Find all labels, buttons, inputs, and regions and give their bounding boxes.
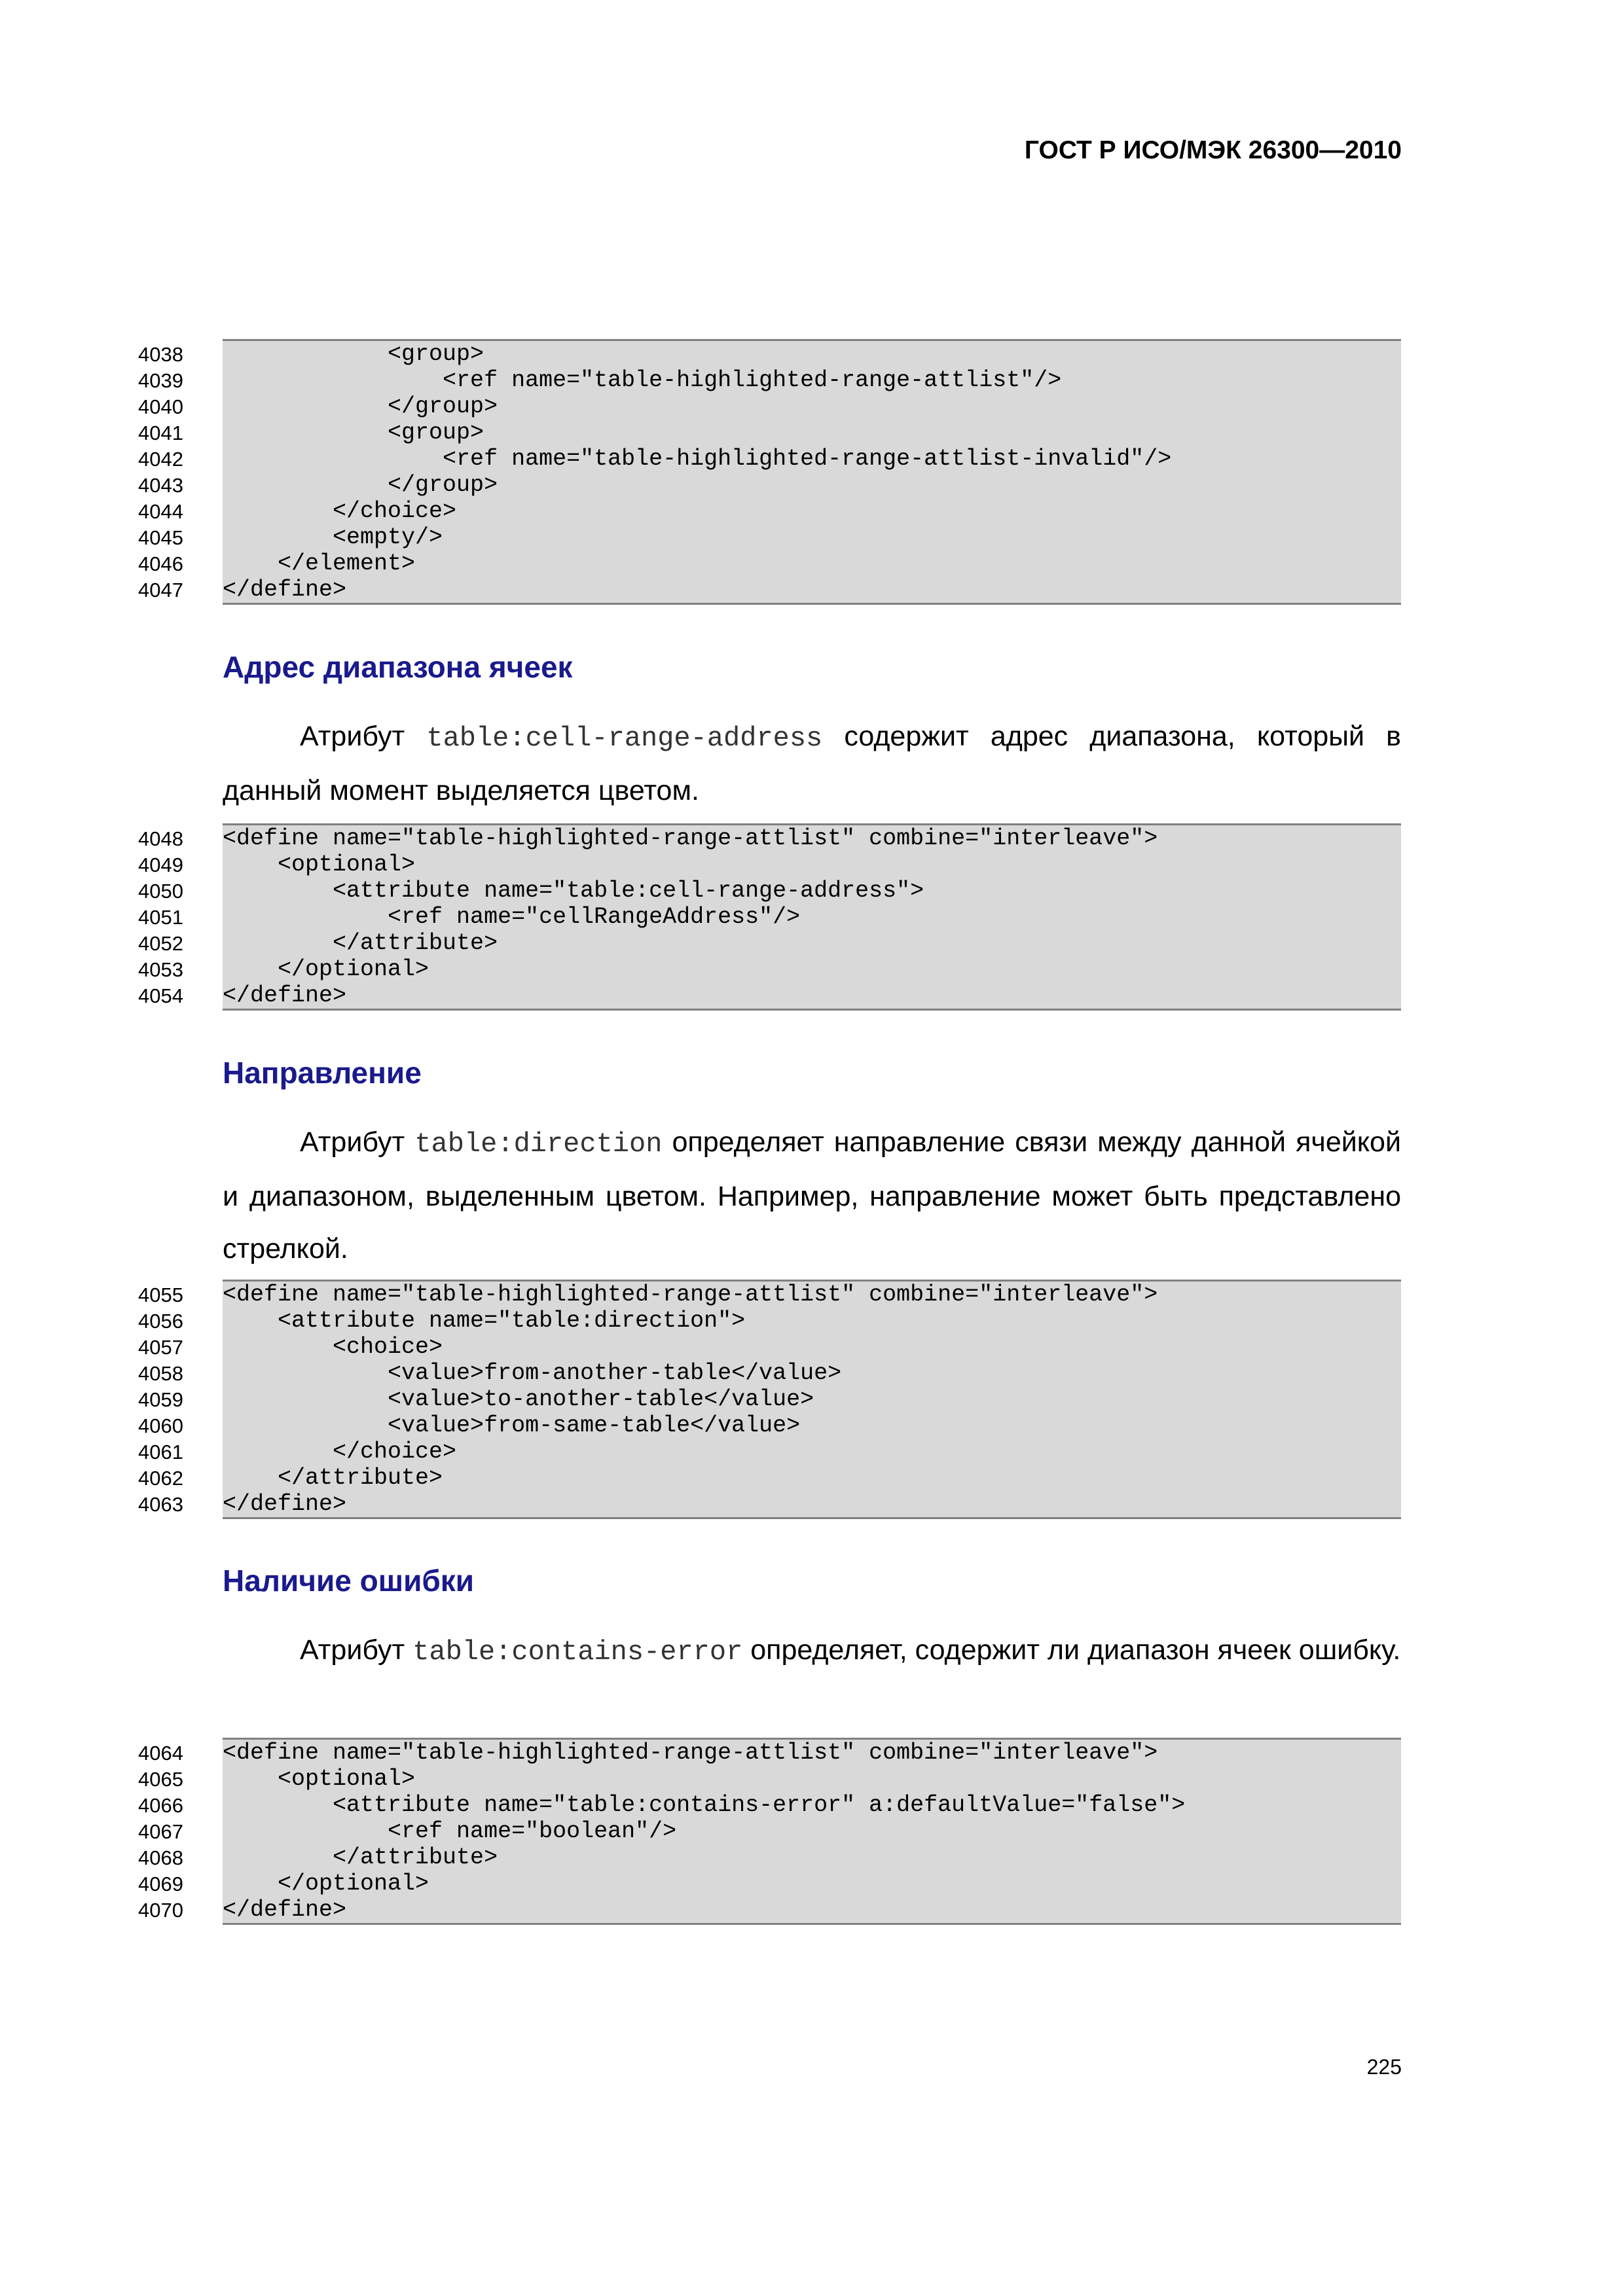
code-text: <value>to-another-table</value> <box>223 1386 1401 1412</box>
code-line <box>138 367 1401 393</box>
code-text: <group> <box>223 420 1401 446</box>
code-line <box>138 1740 1401 1766</box>
code-text: <choice> <box>223 1334 1401 1360</box>
code-text: <define name="table-highlighted-range-attlist" combine="interleave"> <box>223 1282 1401 1308</box>
code-text: </optional> <box>223 956 1401 982</box>
line-number: 4049 <box>138 853 183 876</box>
line-number: 4043 <box>138 474 183 497</box>
line-number: 4055 <box>138 1283 183 1306</box>
code-line <box>138 577 1401 603</box>
paragraph <box>223 710 1401 817</box>
inline-code: table:direction <box>414 1128 663 1160</box>
code-text: </group> <box>223 393 1401 420</box>
line-number: 4059 <box>138 1388 183 1411</box>
code-text: </define> <box>223 982 1401 1009</box>
code-text: <optional> <box>223 1766 1401 1792</box>
code-line <box>138 472 1401 498</box>
code-line <box>138 852 1401 878</box>
code-line <box>138 1308 1401 1334</box>
paragraph-text-before: Атрибут <box>300 1634 405 1666</box>
line-number: 4047 <box>138 579 183 601</box>
code-text: </choice> <box>223 1439 1401 1465</box>
code-line <box>138 1871 1401 1897</box>
code-line <box>138 878 1401 904</box>
line-number: 4068 <box>138 1846 183 1869</box>
code-text: <ref name="table-highlighted-range-attlist"/> <box>223 367 1401 393</box>
line-number: 4038 <box>138 343 183 366</box>
line-number: 4060 <box>138 1414 183 1437</box>
code-line <box>138 1844 1401 1871</box>
paragraph <box>223 1116 1401 1275</box>
code-text: </element> <box>223 550 1401 577</box>
line-number: 4040 <box>138 395 183 418</box>
line-number: 4054 <box>138 984 183 1007</box>
code-text: </optional> <box>223 1871 1401 1897</box>
code-line <box>138 341 1401 367</box>
line-number: 4069 <box>138 1873 183 1895</box>
code-text: <optional> <box>223 852 1401 878</box>
line-number: 4070 <box>138 1899 183 1922</box>
line-number: 4062 <box>138 1467 183 1490</box>
code-line <box>138 550 1401 577</box>
line-number: 4039 <box>138 369 183 392</box>
paragraph-text-after: определяет, содержит ли диапазон ячеек ошибку. <box>750 1634 1401 1666</box>
code-text: <attribute name="table:contains-error" a:defaultValue="false"> <box>223 1792 1401 1818</box>
line-number: 4065 <box>138 1768 183 1791</box>
paragraph-text-after: содержит адрес диапазона, который в данный момент выделяется цветом. <box>223 721 1402 806</box>
paragraph-text-before: Атрибут <box>300 1126 405 1158</box>
code-text: </define> <box>223 577 1401 603</box>
code-line <box>138 1334 1401 1360</box>
code-text: </group> <box>223 472 1401 498</box>
code-line <box>138 420 1401 446</box>
code-text: <ref name="boolean"/> <box>223 1818 1401 1844</box>
code-block <box>138 1280 1401 1519</box>
code-line <box>138 904 1401 930</box>
code-text: <ref name="cellRangeAddress"/> <box>223 904 1401 930</box>
inline-code: table:cell-range-address <box>426 723 823 754</box>
section-heading: Наличие ошибки <box>223 1564 475 1598</box>
line-number: 4061 <box>138 1441 183 1463</box>
line-number: 4056 <box>138 1310 183 1333</box>
code-block <box>138 1738 1401 1925</box>
line-number: 4050 <box>138 880 183 903</box>
code-line <box>138 956 1401 982</box>
code-text: </attribute> <box>223 930 1401 956</box>
code-line <box>138 1818 1401 1844</box>
code-text: <define name="table-highlighted-range-attlist" combine="interleave"> <box>223 825 1401 852</box>
code-line <box>138 1897 1401 1923</box>
line-number: 4066 <box>138 1794 183 1817</box>
line-number: 4057 <box>138 1336 183 1359</box>
code-line <box>138 498 1401 524</box>
line-number: 4053 <box>138 958 183 981</box>
line-number: 4064 <box>138 1742 183 1765</box>
code-block <box>138 823 1401 1011</box>
section-heading: Направление <box>223 1056 422 1090</box>
line-number: 4063 <box>138 1493 183 1516</box>
line-number: 4052 <box>138 932 183 955</box>
code-text: <ref name="table-highlighted-range-attlist-invalid"/> <box>223 446 1401 472</box>
paragraph <box>223 1624 1401 1678</box>
line-number: 4048 <box>138 827 183 850</box>
code-line <box>138 930 1401 956</box>
code-text: </define> <box>223 1491 1401 1517</box>
code-text: <empty/> <box>223 524 1401 550</box>
line-number: 4041 <box>138 422 183 444</box>
page-number: 225 <box>1366 2055 1402 2079</box>
code-text: </define> <box>223 1897 1401 1923</box>
code-line <box>138 1766 1401 1792</box>
code-line <box>138 1792 1401 1818</box>
code-text: <attribute name="table:direction"> <box>223 1308 1401 1334</box>
code-line <box>138 1491 1401 1517</box>
section-heading: Адрес диапазона ячеек <box>223 650 573 684</box>
code-text: <value>from-another-table</value> <box>223 1360 1401 1386</box>
code-text: <define name="table-highlighted-range-attlist" combine="interleave"> <box>223 1740 1401 1766</box>
code-line <box>138 1412 1401 1439</box>
code-line <box>138 982 1401 1009</box>
code-text: </attribute> <box>223 1844 1401 1871</box>
line-number: 4044 <box>138 500 183 523</box>
code-text: <attribute name="table:cell-range-address"> <box>223 878 1401 904</box>
code-text: </choice> <box>223 498 1401 524</box>
line-number: 4051 <box>138 906 183 929</box>
line-number: 4058 <box>138 1362 183 1385</box>
paragraph-text-before: Атрибут <box>300 721 405 752</box>
code-line <box>138 1360 1401 1386</box>
code-line <box>138 825 1401 852</box>
code-text: <group> <box>223 341 1401 367</box>
code-block <box>138 339 1401 605</box>
code-line <box>138 524 1401 550</box>
code-line <box>138 1439 1401 1465</box>
code-line <box>138 1282 1401 1308</box>
inline-code: table:contains-error <box>412 1636 743 1668</box>
code-text: <value>from-same-table</value> <box>223 1412 1401 1439</box>
line-number: 4046 <box>138 552 183 575</box>
paragraph-text-after: определяет направление связи между данной ячейкой и диапазоном, выделенным цветом. Например, направление может быть представлено стрелкой. <box>223 1126 1401 1265</box>
code-line <box>138 393 1401 420</box>
code-line <box>138 446 1401 472</box>
code-line <box>138 1465 1401 1491</box>
code-text: </attribute> <box>223 1465 1401 1491</box>
standard-header: ГОСТ Р ИСО/МЭК 26300—2010 <box>1024 136 1402 164</box>
line-number: 4042 <box>138 448 183 471</box>
line-number: 4045 <box>138 526 183 549</box>
code-line <box>138 1386 1401 1412</box>
line-number: 4067 <box>138 1820 183 1843</box>
